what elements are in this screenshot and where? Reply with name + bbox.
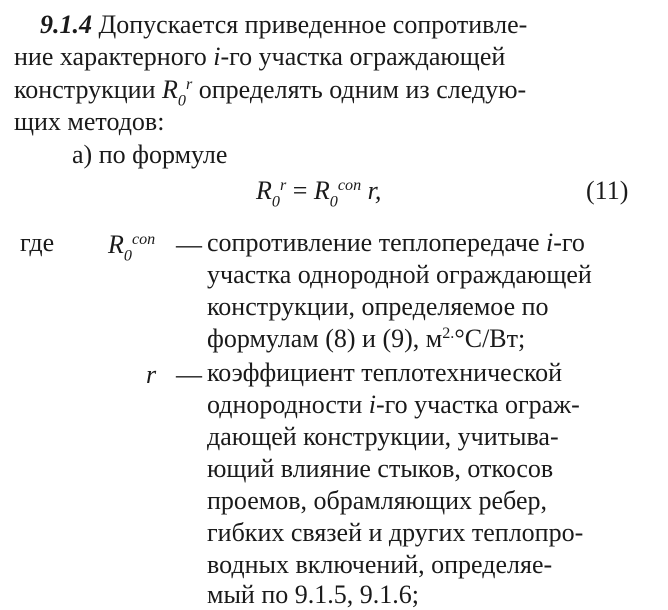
paragraph-text: конструкции <box>14 75 156 104</box>
term2-line-1 <box>207 360 562 386</box>
definition-text: °С/Вт; <box>454 324 526 353</box>
term2-dash: — <box>176 360 202 389</box>
definition-text: проемов, обрамляющих ребер, <box>207 486 547 515</box>
paragraph-line-2 <box>14 44 505 70</box>
formula-number <box>586 178 628 204</box>
formula-lhs: $R_0^r$ <box>256 176 287 211</box>
paragraph-text: определять одним из следую- <box>198 75 527 104</box>
option-a-text: а) по формуле <box>72 140 228 169</box>
formula <box>256 176 382 211</box>
paragraph-text: щих методов: <box>14 107 165 136</box>
term2-line-4 <box>207 456 553 482</box>
term2-line-3 <box>207 424 559 450</box>
where-label <box>20 230 54 256</box>
definition-text: дающей конструкции, учитыва- <box>207 422 559 451</box>
term2-line-2 <box>207 392 580 418</box>
term1-line-1 <box>207 230 585 256</box>
paragraph-text: -го участка ограждающей <box>220 42 506 71</box>
paragraph-line-1 <box>40 12 527 38</box>
definition-text: -го <box>553 228 585 257</box>
term2-line-6 <box>207 520 583 546</box>
symbol-R0r: $R_0^r$ <box>161 75 193 110</box>
definition-text: однородности <box>207 390 363 419</box>
definition-text: ющий влияние стыков, откосов <box>207 454 554 483</box>
paragraph-line-4 <box>14 109 164 135</box>
formula-equals: = <box>292 176 308 205</box>
term2-line-8 <box>207 582 419 608</box>
term1-symbol: $R_0^{con}$ <box>108 230 156 265</box>
variable-i: i <box>213 42 221 71</box>
option-a <box>72 142 227 168</box>
term2-line-7 <box>207 552 552 578</box>
term1-dash: — <box>176 230 202 259</box>
variable-i: i <box>368 390 376 419</box>
term1-line-2 <box>207 262 592 288</box>
formula-rhs: $R_0^{con}$ r, <box>313 176 382 211</box>
unit-superscript: 2. <box>442 325 455 343</box>
term2-symbol: r <box>146 360 157 389</box>
formula-number-text: (11) <box>586 176 629 205</box>
definition-text: сопротивление теплопередаче <box>207 228 540 257</box>
variable-i: i <box>546 228 554 257</box>
term1-line-3 <box>207 294 549 320</box>
where-label-text: где <box>20 228 55 257</box>
definition-text: формулам (8) и (9), м <box>207 324 443 353</box>
definition-text: гибких связей и других теплопро- <box>207 518 584 547</box>
definition-text: конструкции, определяемое по <box>207 292 549 321</box>
definition-text: водных включений, определяе- <box>207 550 553 579</box>
paragraph-text: Допускается приведенное сопротивле- <box>98 10 528 39</box>
paragraph-line-3 <box>14 75 527 110</box>
definition-text: коэффициент теплотехнической <box>207 358 563 387</box>
definition-text: -го участка ограж- <box>376 390 580 419</box>
section-number: 9.1.4 <box>40 10 92 39</box>
term2-line-5 <box>207 488 547 514</box>
definition-text: участка однородной ограждающей <box>207 260 592 289</box>
paragraph-text: ние характерного <box>14 42 207 71</box>
term1-line-4 <box>207 326 525 352</box>
definition-text: мый по 9.1.5, 9.1.6; <box>207 580 419 609</box>
